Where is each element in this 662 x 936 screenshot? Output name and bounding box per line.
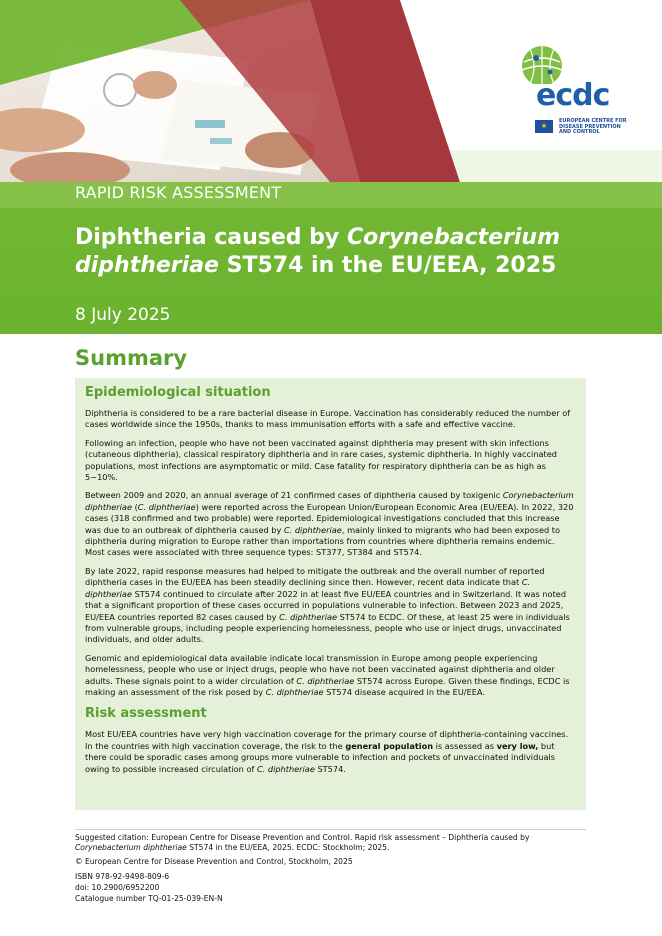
doi: doi: 10.2900/6952200 xyxy=(75,883,160,892)
summary-heading: Summary xyxy=(75,346,188,370)
suggested-citation: Suggested citation: European Centre for Disease Prevention and Control. Rapid risk assessment – Diphtheria caused by Corynebacterium diphtheriae ST574 in the EU/EEA, 2025. ECDC: Stockholm; 2025. xyxy=(75,833,530,853)
agency-name: EUROPEAN CENTRE FOR DISEASE PREVENTION AND CONTROL xyxy=(559,118,627,136)
copyright: © European Centre for Disease Prevention and Control, Stockholm, 2025 xyxy=(75,857,353,866)
isbn: ISBN 978-92-9498-809-6 xyxy=(75,872,170,881)
page-title: Diphtheria caused by Corynebacterium diphtheriae ST574 in the EU/EEA, 2025 xyxy=(75,225,561,278)
risk-paragraph: Most EU/EEA countries have very high vaccination coverage for the primary course of diphtheria-containing vaccines. In the countries with high vaccination coverage, the risk to the general population is assessed as very low, but there could be sporadic cases among groups more vulnerable to infection and pockets of unvaccinated individuals owing to possible increased circulation of C. diphtheriae ST574. xyxy=(85,729,569,774)
document-type-label: RAPID RISK ASSESSMENT xyxy=(75,183,282,202)
catalogue-number: Catalogue number TQ-01-25-039-EN-N xyxy=(75,894,223,903)
cover-image xyxy=(0,0,662,182)
epi-paragraph-5: Genomic and epidemiological data available indicate local transmission in Europe among people experiencing homelessness, people who use or inject drugs, people who have not been vaccinated against diphtheria and older adults. These signals point to a wider circulation of C. diphtheriae ST574 across Europe. Given these findings, ECDC is making an assessment of the risk posed by C. diphtheriae ST574 disease acquired in the EU/EEA. xyxy=(85,652,570,697)
ecdc-logo xyxy=(508,44,628,144)
epi-heading: Epidemiological situation xyxy=(85,385,271,400)
eu-flag-icon: ★ xyxy=(535,120,553,133)
epi-paragraph-1: Diphtheria is considered to be a rare bacterial disease in Europe. Vaccination has considerably reduced the number of cases worldwide since the 1950s, thanks to mass immunisation efforts with a safe and effective vaccine. xyxy=(85,408,571,430)
epi-paragraph-4: By late 2022, rapid response measures had helped to mitigate the outbreak and the overall number of reported diphtheria cases in the EU/EEA has been steadily declining since then. However, recent data indicate that C. diphtheriae ST574 continued to circulate after 2022 in at least five EU/EEA countries and in Switzerland. It was noted that a significant proportion of these cases occurred in populations vulnerable to infection. Between 2023 and 2025, EU/EEA countries reported 82 cases caused by C. diphtheriae ST574 to ECDC. Of these, at least 25 were in individuals from vulnerable groups, including people experiencing homelessness, people who use or inject drugs, unvaccinated individuals, and older adults. xyxy=(85,565,570,645)
epi-paragraph-2: Following an infection, people who have not been vaccinated against diphtheria may present with skin infections (cutaneous diphtheria), classical respiratory diphtheria and in rare cases, systemic diphtheria. In highly vaccinated populations, most infections are asymptomatic or mild. Case fatality for respiratory diphtheria can be as high as 5−10%. xyxy=(85,437,557,483)
publication-date: 8 July 2025 xyxy=(75,305,171,325)
risk-heading: Risk assessment xyxy=(85,706,207,722)
logo-wordmark: ecdc xyxy=(536,78,610,113)
epi-paragraph-3: Between 2009 and 2020, an annual average of 21 confirmed cases of diphtheria caused by toxigenic Corynebacterium diphtheriae (C. diphtheriae) were reported across the European Union/European Economic Area (EU/EEA). In 2022, 320 cases (318 confirmed and two probable) were reported. Epidemiological investigations concluded that this increase was due to an outbreak of diphtheria caused by C. diphtheriae, mainly linked to migrants who had been exposed to diphtheria during migration to Europe rather than importations from countries where diphtheria remains endemic. Most cases were associated with three sequence types: ST377, ST384 and ST574. xyxy=(85,490,574,558)
summary-box xyxy=(75,378,586,810)
footer-divider xyxy=(75,829,586,830)
